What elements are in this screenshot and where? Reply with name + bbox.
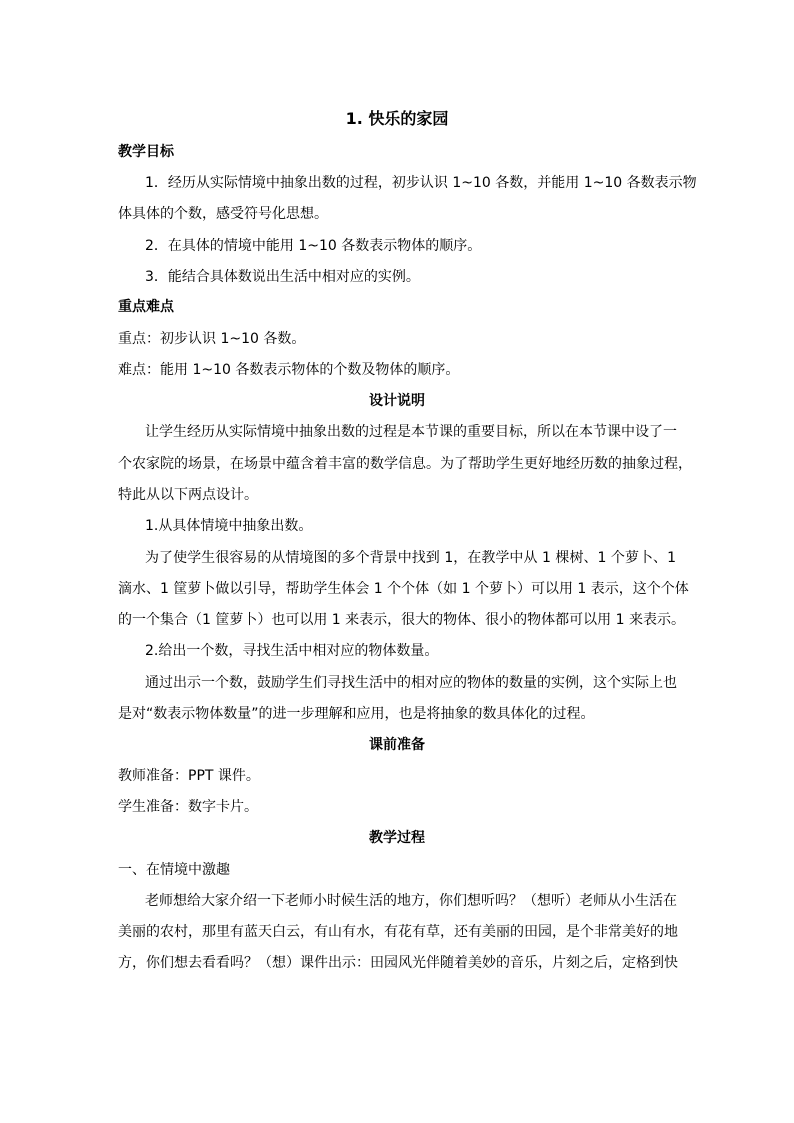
prep-student: 学生准备：数字卡片。 xyxy=(118,799,258,815)
design-paragraph-1-line-3: 特此从以下两点设计。 xyxy=(118,487,258,503)
process-paragraph-line-2: 美丽的农村，那里有蓝天白云，有山有水，有花有草，还有美丽的田园，是个非常美好的地 xyxy=(118,924,678,940)
section-heading-prep: 课前准备 xyxy=(369,737,425,753)
design-paragraph-3-line-1: 通过出示一个数，鼓励学生们寻找生活中的相对应的物体的数量的实例，这个实际上也 xyxy=(145,675,677,691)
design-paragraph-1-line-1: 让学生经历从实际情境中抽象出数的过程是本节课的重要目标，所以在本节课中设了一 xyxy=(145,424,677,440)
goal-item-1-line-1: 1．经历从实际情境中抽象出数的过程，初步认识 1~10 各数，并能用 1~10 各数表示物 xyxy=(145,175,697,191)
design-point-1: 1.从具体情境中抽象出数。 xyxy=(145,518,313,534)
design-paragraph-2-line-1: 为了使学生很容易的从情境图的多个背景中找到 1，在教学中从 1 棵树、1 个萝卜、1 xyxy=(145,550,676,566)
goal-item-3: 3．能结合具体数说出生活中相对应的实例。 xyxy=(145,269,420,285)
section-heading-process: 教学过程 xyxy=(369,830,425,846)
goal-item-1-line-2: 体具体的个数，感受符号化思想。 xyxy=(118,206,328,222)
section-heading-keypoints: 重点难点 xyxy=(118,299,174,315)
page-title: 1. 快乐的家园 xyxy=(345,109,449,128)
goal-item-2: 2．在具体的情境中能用 1~10 各数表示物体的顺序。 xyxy=(145,238,482,254)
design-paragraph-2-line-2: 滴水、1 筐萝卜做以引导，帮助学生体会 1 个个体（如 1 个萝卜）可以用 1 表示，这个个体 xyxy=(118,581,689,597)
design-paragraph-2-line-3: 的一个集合（1 筐萝卜）也可以用 1 来表示，很大的物体、很小的物体都可以用 1 来表示。 xyxy=(118,612,685,628)
process-step-1: 一、在情境中激趣 xyxy=(118,862,230,878)
process-paragraph-line-1: 老师想给大家介绍一下老师小时候生活的地方，你们想听吗？（想听）老师从小生活在 xyxy=(145,893,677,909)
process-paragraph-line-3: 方，你们想去看看吗？（想）课件出示：田园风光伴随着美妙的音乐，片刻之后，定格到快 xyxy=(118,955,678,971)
design-paragraph-1-line-2: 个农家院的场景，在场景中蕴含着丰富的数学信息。为了帮助学生更好地经历数的抽象过程， xyxy=(118,456,692,472)
section-heading-design: 设计说明 xyxy=(369,393,425,409)
section-heading-goals: 教学目标 xyxy=(118,144,174,160)
keypoint-key: 重点：初步认识 1~10 各数。 xyxy=(118,331,306,347)
design-paragraph-3-line-2: 是对“数表示物体数量”的进一步理解和应用，也是将抽象的数具体化的过程。 xyxy=(118,706,595,722)
design-point-2: 2.给出一个数，寻找生活中相对应的物体数量。 xyxy=(145,643,439,659)
keypoint-difficult: 难点：能用 1~10 各数表示物体的个数及物体的顺序。 xyxy=(118,362,460,378)
prep-teacher: 教师准备：PPT 课件。 xyxy=(118,768,260,784)
